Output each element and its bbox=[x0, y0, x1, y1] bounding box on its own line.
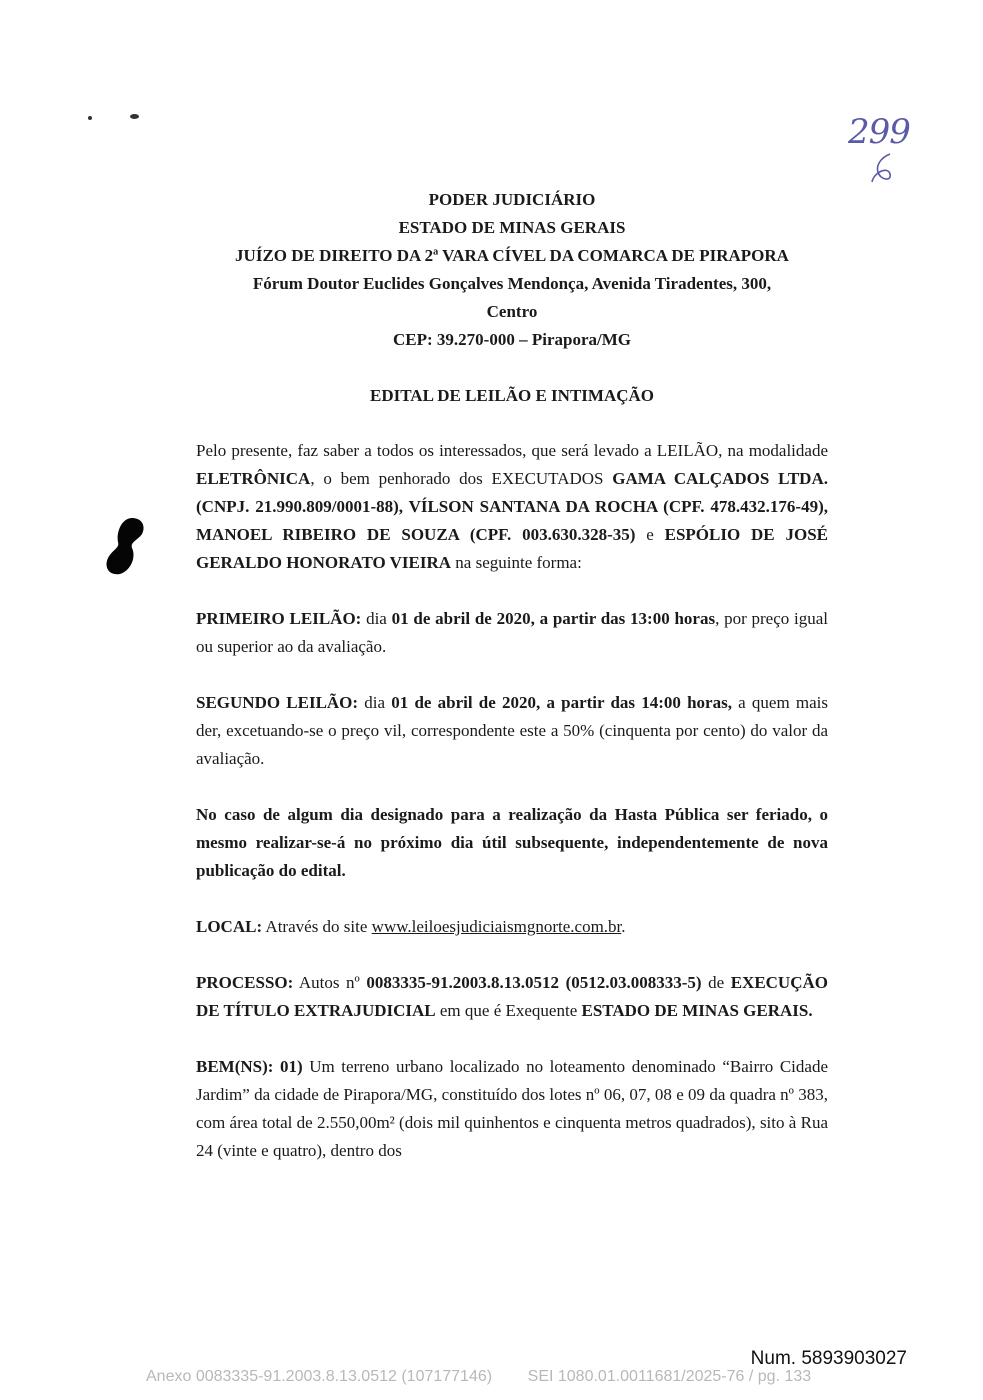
exequente-name: ESTADO DE MINAS GERAIS. bbox=[581, 1001, 813, 1020]
header-line: Centro bbox=[486, 302, 538, 321]
segundo-leilao-paragraph bbox=[196, 689, 828, 773]
text-run: Um terreno urbano localizado no loteamento denominado “Bairro Cidade Jardim” da cidade de Pirapora/MG, constituído dos lotes nº 06, 07, 08 e 09 da quadra nº 383, com área total de 2.550,00m² (dois mil quinhentos e cinquenta metros quadrados), sito à Rua 24 (vinte e quatro), dentro dos bbox=[196, 1057, 828, 1160]
section-label: SEGUNDO LEILÃO: bbox=[196, 693, 359, 712]
text-run: de bbox=[701, 973, 731, 992]
text-run: dia bbox=[358, 693, 392, 712]
handwritten-page-number: 299 bbox=[848, 112, 910, 152]
text-run: Através do site bbox=[262, 917, 372, 936]
section-label: PRIMEIRO LEILÃO: bbox=[196, 609, 362, 628]
auction-site-link[interactable]: www.leiloesjudiciaismgnorte.com.br bbox=[371, 917, 622, 936]
text-run: Autos nº bbox=[293, 973, 367, 992]
text-run: dia bbox=[361, 609, 392, 628]
header-line: PODER JUDICIÁRIO bbox=[428, 190, 596, 209]
court-header bbox=[196, 186, 828, 354]
scan-speck bbox=[88, 116, 92, 120]
text-run: e bbox=[635, 525, 665, 544]
text-run: , o bem penhorado dos EXECUTADOS bbox=[310, 469, 613, 488]
document-number: Num. 5893903027 bbox=[750, 1348, 907, 1369]
local-paragraph bbox=[196, 913, 828, 941]
section-label: PROCESSO: bbox=[196, 973, 294, 992]
primeiro-leilao-paragraph bbox=[196, 605, 828, 661]
espolio-name: ESPÓLIO DE JOSÉ GERALDO HONORATO VIEIRA bbox=[196, 525, 828, 572]
text-run: na seguinte forma: bbox=[451, 553, 582, 572]
header-line: JUÍZO DE DIREITO DA 2ª VARA CÍVEL DA COMARCA DE PIRAPORA bbox=[235, 246, 789, 265]
bens-paragraph bbox=[196, 1053, 828, 1165]
process-number: 0083335-91.2003.8.13.0512 (0512.03.008333-5) bbox=[366, 973, 702, 992]
header-line: Fórum Doutor Euclides Gonçalves Mendonça, Avenida Tiradentes, 300, bbox=[252, 274, 772, 293]
text-run: . bbox=[621, 917, 626, 936]
auction-date: 01 de abril de 2020, a partir das 13:00 horas bbox=[391, 609, 716, 628]
ink-blot bbox=[102, 516, 148, 576]
sei-reference: SEI 1080.01.0011681/2025-76 / pg. 133 bbox=[527, 1368, 812, 1385]
anexo-reference: Anexo 0083335-91.2003.8.13.0512 (107177146) bbox=[146, 1368, 493, 1385]
intro-paragraph bbox=[196, 437, 828, 577]
executados-names: GAMA CALÇADOS LTDA. (CNPJ. 21.990.809/0001-88), VÍLSON SANTANA DA ROCHA (CPF. 478.432.176-49), MANOEL RIBEIRO DE SOUZA (CPF. 003.630.328-35) bbox=[196, 469, 828, 544]
attachment-reference bbox=[146, 1368, 811, 1386]
section-label: LOCAL: bbox=[196, 917, 263, 936]
bold-run: EXECUÇÃO DE TÍTULO EXTRAJUDICIAL bbox=[196, 973, 828, 1020]
text-run: Pelo presente, faz saber a todos os interessados, que será levado a LEILÃO, na modalidade bbox=[196, 441, 828, 460]
header-line: CEP: 39.270-000 – Pirapora/MG bbox=[393, 330, 631, 349]
handwritten-initial-mark bbox=[868, 152, 898, 186]
auction-date: 01 de abril de 2020, a partir das 14:00 horas, bbox=[391, 693, 732, 712]
header-line: ESTADO DE MINAS GERAIS bbox=[398, 218, 626, 237]
processo-paragraph bbox=[196, 969, 828, 1025]
text-run: em que é Exequente bbox=[435, 1001, 582, 1020]
bold-run: ELETRÔNICA bbox=[196, 469, 311, 488]
section-label: BEM(NS): 01) bbox=[196, 1057, 303, 1076]
text-run: , por preço igual ou superior ao da avaliação. bbox=[196, 609, 828, 656]
document-title: EDITAL DE LEILÃO E INTIMAÇÃO bbox=[369, 386, 655, 405]
feriado-paragraph: No caso de algum dia designado para a realização da Hasta Pública ser feriado, o mesmo realizar-se-á no próximo dia útil subsequente, independentemente de nova publicação do edital. bbox=[196, 805, 828, 880]
scan-speck bbox=[130, 114, 139, 119]
document-body bbox=[196, 437, 828, 1165]
text-run: a quem mais der, excetuando-se o preço vil, correspondente este a 50% (cinquenta por cento) do valor da avaliação. bbox=[196, 693, 828, 768]
